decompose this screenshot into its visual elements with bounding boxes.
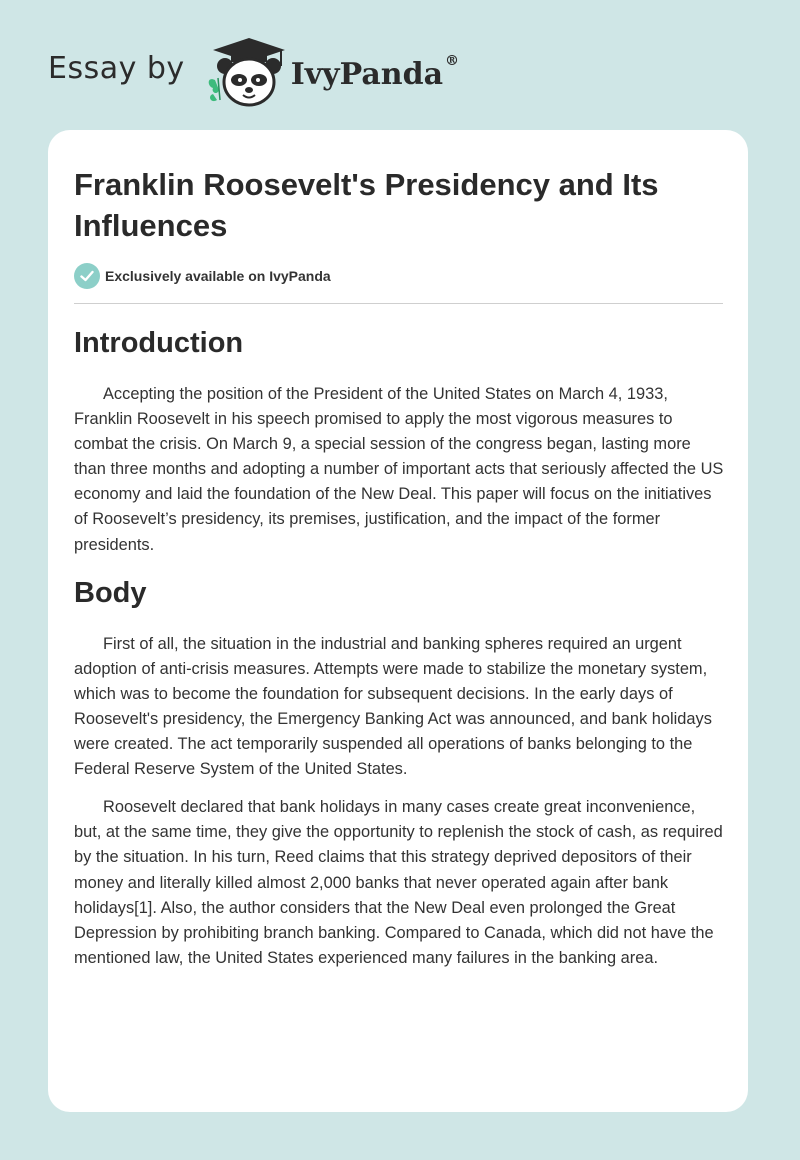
- brand-label: IvyPanda: [290, 56, 444, 92]
- check-icon: [74, 263, 100, 289]
- essay-card: [48, 130, 748, 1112]
- registered-mark: ®: [445, 52, 460, 69]
- panda-graduate-icon[interactable]: [201, 36, 287, 108]
- section-heading-body: Body: [74, 576, 147, 609]
- section-heading-introduction: Introduction: [74, 327, 244, 359]
- brand-name[interactable]: [290, 52, 460, 92]
- essay-by-label: Essay by: [48, 50, 185, 86]
- badge-label: Exclusively available on IvyPanda: [105, 268, 331, 284]
- site-header: [48, 36, 459, 108]
- divider: [74, 303, 723, 304]
- essay-content: [74, 322, 724, 971]
- paragraph: Roosevelt declared that bank holidays in many cases create great inconvenience, but, at the same time, they give the opportunity to replenish the stock of cash, as required by the situation. In his turn, Reed claims that this strategy deprived depositors of their money and literally killed almost 2,000 banks that never operated again after bank holidays[1]. Also, the author considers that the New Deal even prolonged the Great Depression by prohibiting branch banking. Compared to Canada, which did not have the mentioned law, the United States experienced many failures in the banking area.: [74, 798, 723, 967]
- essay-title: Franklin Roosevelt's Presidency and Its Influences: [74, 167, 659, 243]
- paragraph: First of all, the situation in the industrial and banking spheres required an urgent adoption of anti-crisis measures. Attempts were made to stabilize the monetary system, which was to become the foundation for subsequent decisions. In the early days of Roosevelt's presidency, the Emergency Banking Act was announced, and bank holidays were created. The act temporarily suspended all operations of banks belonging to the Federal Reserve System of the United States.: [74, 634, 712, 779]
- paragraph: Accepting the position of the President of the United States on March 4, 1933, Franklin Roosevelt in his speech promised to apply the most vigorous measures to combat the crisis. On March 9, a special session of the congress began, lasting more than three months and adopting a number of important acts that seriously affected the US economy and laid the foundation of the New Deal. This paper will focus on the initiatives of Roosevelt’s presidency, its premises, justification, and the impact of the former presidents.: [74, 385, 724, 554]
- exclusive-badge: [74, 263, 331, 289]
